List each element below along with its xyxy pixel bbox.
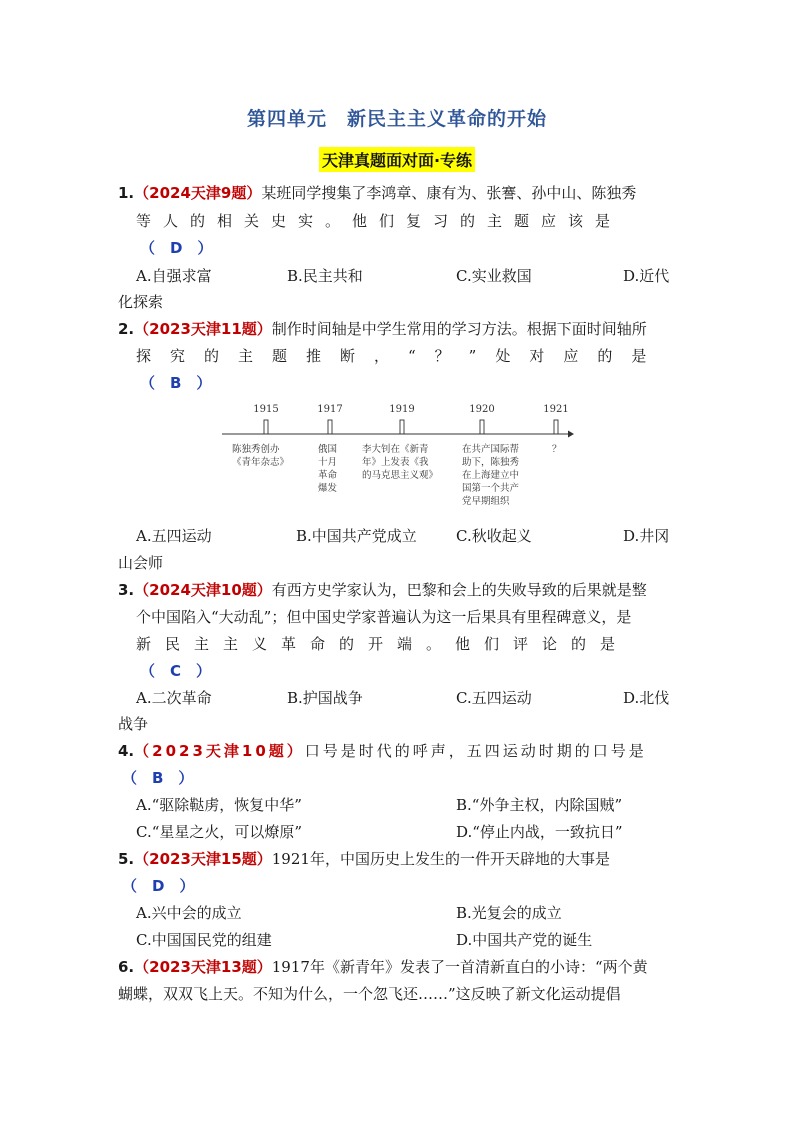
- question-source: （2024天津10题）: [134, 581, 272, 599]
- page-subtitle: 天津真题面对面·专练: [319, 147, 475, 172]
- question-3-line-2: 个中国陷入“大动乱”；但中国史学家普遍认为这一后果具有里程碑意义，是: [136, 608, 632, 626]
- timeline-year-1921: 1921: [543, 404, 569, 415]
- timeline-event-text: 李大钊在《新青: [362, 444, 429, 455]
- timeline-tick: [480, 420, 484, 434]
- timeline-event-text: 在共产国际帮: [462, 444, 520, 455]
- question-1-option-d-tail: 化探索: [118, 293, 164, 311]
- timeline-event-text: 国第一个共产: [462, 483, 520, 494]
- question-1-option-b: B.民主共和: [287, 267, 363, 285]
- question-2-option-b: B.中国共产党成立: [296, 527, 417, 545]
- timeline-figure: [222, 398, 574, 518]
- timeline-event-text: 陈独秀创办: [232, 444, 280, 455]
- question-3-option-c: C.五四运动: [456, 689, 532, 707]
- question-5-answer: （ D ）: [122, 877, 195, 895]
- question-1-line-2: 等人的相关史实。他们复习的主题应该是: [136, 212, 623, 230]
- question-4-option-a: A.“驱除鞑虏，恢复中华”: [136, 796, 302, 814]
- question-2-option-d-tail: 山会师: [118, 554, 164, 572]
- question-3-option-d-tail: 战争: [118, 715, 149, 733]
- question-5-option-d: D.中国共产党的诞生: [456, 931, 593, 949]
- question-1-line-1: 1.（2024天津9题）某班同学搜集了李鸿章、康有为、张謇、孙中山、陈独秀: [118, 184, 637, 202]
- question-1-option-c: C.实业救国: [456, 267, 532, 285]
- question-4-option-b: B.“外争主权，内除国贼”: [456, 796, 623, 814]
- question-2-option-a: A.五四运动: [136, 527, 212, 545]
- timeline-tick: [554, 420, 558, 434]
- timeline-tick: [264, 420, 268, 434]
- question-1-option-d: D.近代: [623, 267, 670, 285]
- timeline-year-1919: 1919: [389, 404, 415, 415]
- timeline-event-text: 革命: [318, 470, 338, 481]
- question-5-option-b: B.光复会的成立: [456, 904, 562, 922]
- question-3-answer: （ C ）: [140, 662, 212, 680]
- timeline-event-text: 年》上发表《我: [362, 457, 429, 468]
- timeline-event-text: 俄国: [318, 444, 338, 455]
- page-title: 第四单元 新民主主义革命的开始: [246, 108, 547, 130]
- question-1-answer: （ D ）: [140, 239, 213, 257]
- timeline-arrow: [568, 431, 574, 438]
- timeline-year-1917: 1917: [317, 404, 343, 415]
- timeline-event-text: ？: [552, 444, 562, 455]
- question-5-option-a: A.兴中会的成立: [136, 904, 242, 922]
- question-5-line-1: 5.（2023天津15题）1921年，中国历史上发生的一件开天辟地的大事是: [118, 850, 610, 868]
- question-2-line-1: 2.（2023天津11题）制作时间轴是中学生常用的学习方法。根据下面时间轴所: [118, 320, 647, 338]
- question-6-line-2: 蝴蝶，双双飞上天。不知为什么，一个忽飞还……”这反映了新文化运动提倡: [118, 985, 621, 1003]
- question-5-option-c: C.中国国民党的组建: [136, 931, 272, 949]
- question-4-option-d: D.“停止内战，一致抗日”: [456, 823, 623, 841]
- question-1-option-a: A.自强求富: [136, 267, 212, 285]
- question-3-option-d: D.北伐: [623, 689, 670, 707]
- question-source: （2023天津11题）: [134, 320, 272, 338]
- question-2-option-d: D.井冈: [623, 527, 670, 545]
- timeline-event-text: 爆发: [318, 483, 338, 494]
- timeline-year-1915: 1915: [253, 404, 279, 415]
- question-source: （2024天津9题）: [134, 184, 262, 202]
- timeline-year-1920: 1920: [469, 404, 495, 415]
- timeline-tick: [328, 420, 332, 434]
- question-4-option-c: C.“星星之火，可以燎原”: [136, 823, 303, 841]
- question-3-line-1: 3.（2024天津10题）有西方史学家认为，巴黎和会上的失败导致的后果就是整: [118, 581, 647, 599]
- timeline-event-text: 《青年杂志》: [232, 457, 290, 468]
- timeline-event-text: 十月: [318, 457, 338, 468]
- timeline-tick: [400, 420, 404, 434]
- question-6-line-1: 6.（2023天津13题）1917年《新青年》发表了一首清新直白的小诗：“两个黄: [118, 958, 648, 976]
- question-4-answer: （ B ）: [122, 769, 194, 787]
- question-2-option-c: C.秋收起义: [456, 527, 532, 545]
- question-source: （2023天津10题）: [134, 742, 305, 760]
- question-3-line-3: 新民主主义革命的开端。他们评论的是: [136, 635, 630, 653]
- question-2-line-2: 探究的主题推断，“？”处对应的是: [136, 347, 666, 365]
- timeline-event-text: 助下，陈独秀: [462, 457, 520, 468]
- question-4-line-1: 4.（2023天津10题）口号是时代的呼声，五四运动时期的口号是: [118, 742, 647, 760]
- timeline-event-text: 党早期组织: [462, 496, 510, 507]
- timeline-marks: [232, 404, 569, 507]
- timeline-event-text: 的马克思主义观》: [362, 470, 439, 481]
- question-source: （2023天津13题）: [134, 958, 272, 976]
- timeline-event-text: 在上海建立中: [462, 470, 520, 481]
- question-2-answer: （ B ）: [140, 374, 212, 392]
- question-3-option-b: B.护国战争: [287, 689, 363, 707]
- question-3-option-a: A.二次革命: [136, 689, 212, 707]
- question-source: （2023天津15题）: [134, 850, 272, 868]
